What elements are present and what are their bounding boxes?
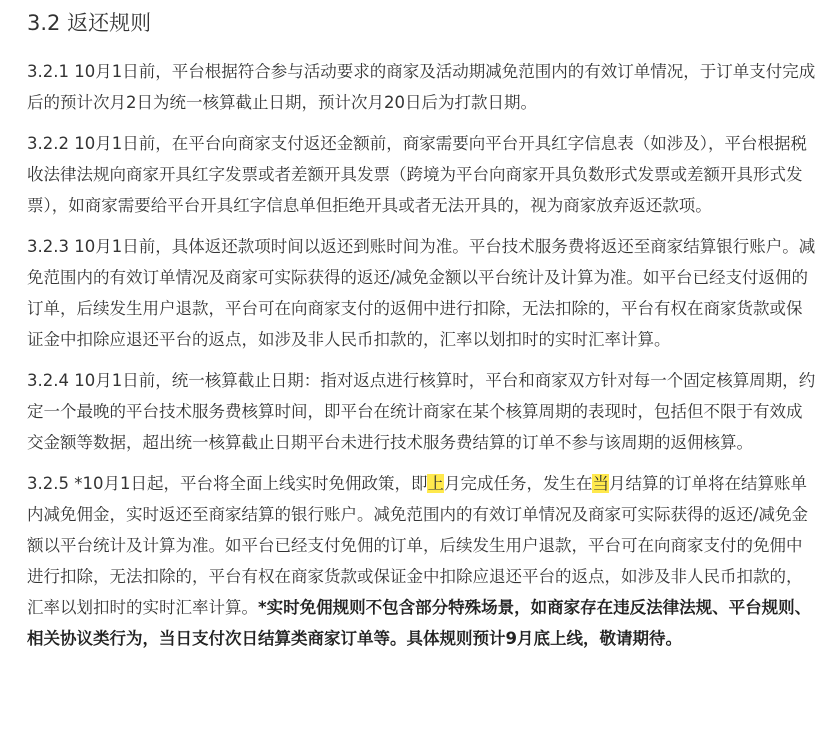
section-title: 3.2 返还规则 <box>27 11 152 35</box>
bold-notice: *实时免佣规则不包含部分特殊场景，如商家存在违反法律法规、平台规则、相关协议类行为，当日支付次日结算类商家订单等。具体规则预计9月底上线，敬请期待。 <box>27 598 812 648</box>
paragraph-3-2-5-text-b: 月完成任务，发生在 <box>443 474 593 493</box>
highlight-dang: 当 <box>592 474 609 493</box>
highlight-shang: 上 <box>427 474 444 493</box>
paragraph-3-2-5-text-c: 月结算的订单将在结算账单内减免佣金，实时返还至商家结算的银行账户。减免范围内的有效订单情况及商家可实际获得的返还/减免金额以平台统计及计算为准。如平台已经支付免佣的订单，后续发生用户退款，平台可在向商家支付的免佣中进行扣除，无法扣除的，平台有权在商家货款或保证金中扣除应退还平台的返点，如涉及非人民币扣款的，汇率以划扣时的实时汇率计算。 <box>27 474 809 617</box>
paragraph-3-2-5-text-a: 3.2.5 *10月1日起，平台将全面上线实时免佣政策，即 <box>27 474 428 493</box>
paragraph-3-2-4: 3.2.4 10月1日前，统一核算截止日期：指对返点进行核算时，平台和商家双方针对每一个固定核算周期，约定一个最晚的平台技术服务费核算时间，即平台在统计商家在某个核算周期的表现时，包括但不限于有效成交金额等数据，超出统一核算截止日期平台未进行技术服务费结算的订单不参与该周期的返佣核算。 <box>27 371 816 452</box>
paragraph-3-2-5 <box>27 468 817 654</box>
paragraph-3-2-1: 3.2.1 10月1日前，平台根据符合参与活动要求的商家及活动期减免范围内的有效订单情况，于订单支付完成后的预计次月2日为统一核算截止日期，预计次月20日后为打款日期。 <box>27 62 816 112</box>
paragraph-3-2-2: 3.2.2 10月1日前，在平台向商家支付返还金额前，商家需要向平台开具红字信息表（如涉及），平台根据税收法律法规向商家开具红字发票或者差额开具发票（跨境为平台向商家开具负数形式发票或差额开具形式发票），如商家需要给平台开具红字信息单但拒绝开具或者无法开具的，视为商家放弃返还款项。 <box>27 134 807 215</box>
paragraph-3-2-3: 3.2.3 10月1日前，具体返还款项时间以返还到账时间为准。平台技术服务费将返还至商家结算银行账户。减免范围内的有效订单情况及商家可实际获得的返还/减免金额以平台统计及计算为准。如平台已经支付返佣的订单，后续发生用户退款，平台可在向商家支付的返佣中进行扣除，无法扣除的，平台有权在商家货款或保证金中扣除应退还平台的返点，如涉及非人民币扣款的，汇率以划扣时的实时汇率计算。 <box>27 237 816 349</box>
